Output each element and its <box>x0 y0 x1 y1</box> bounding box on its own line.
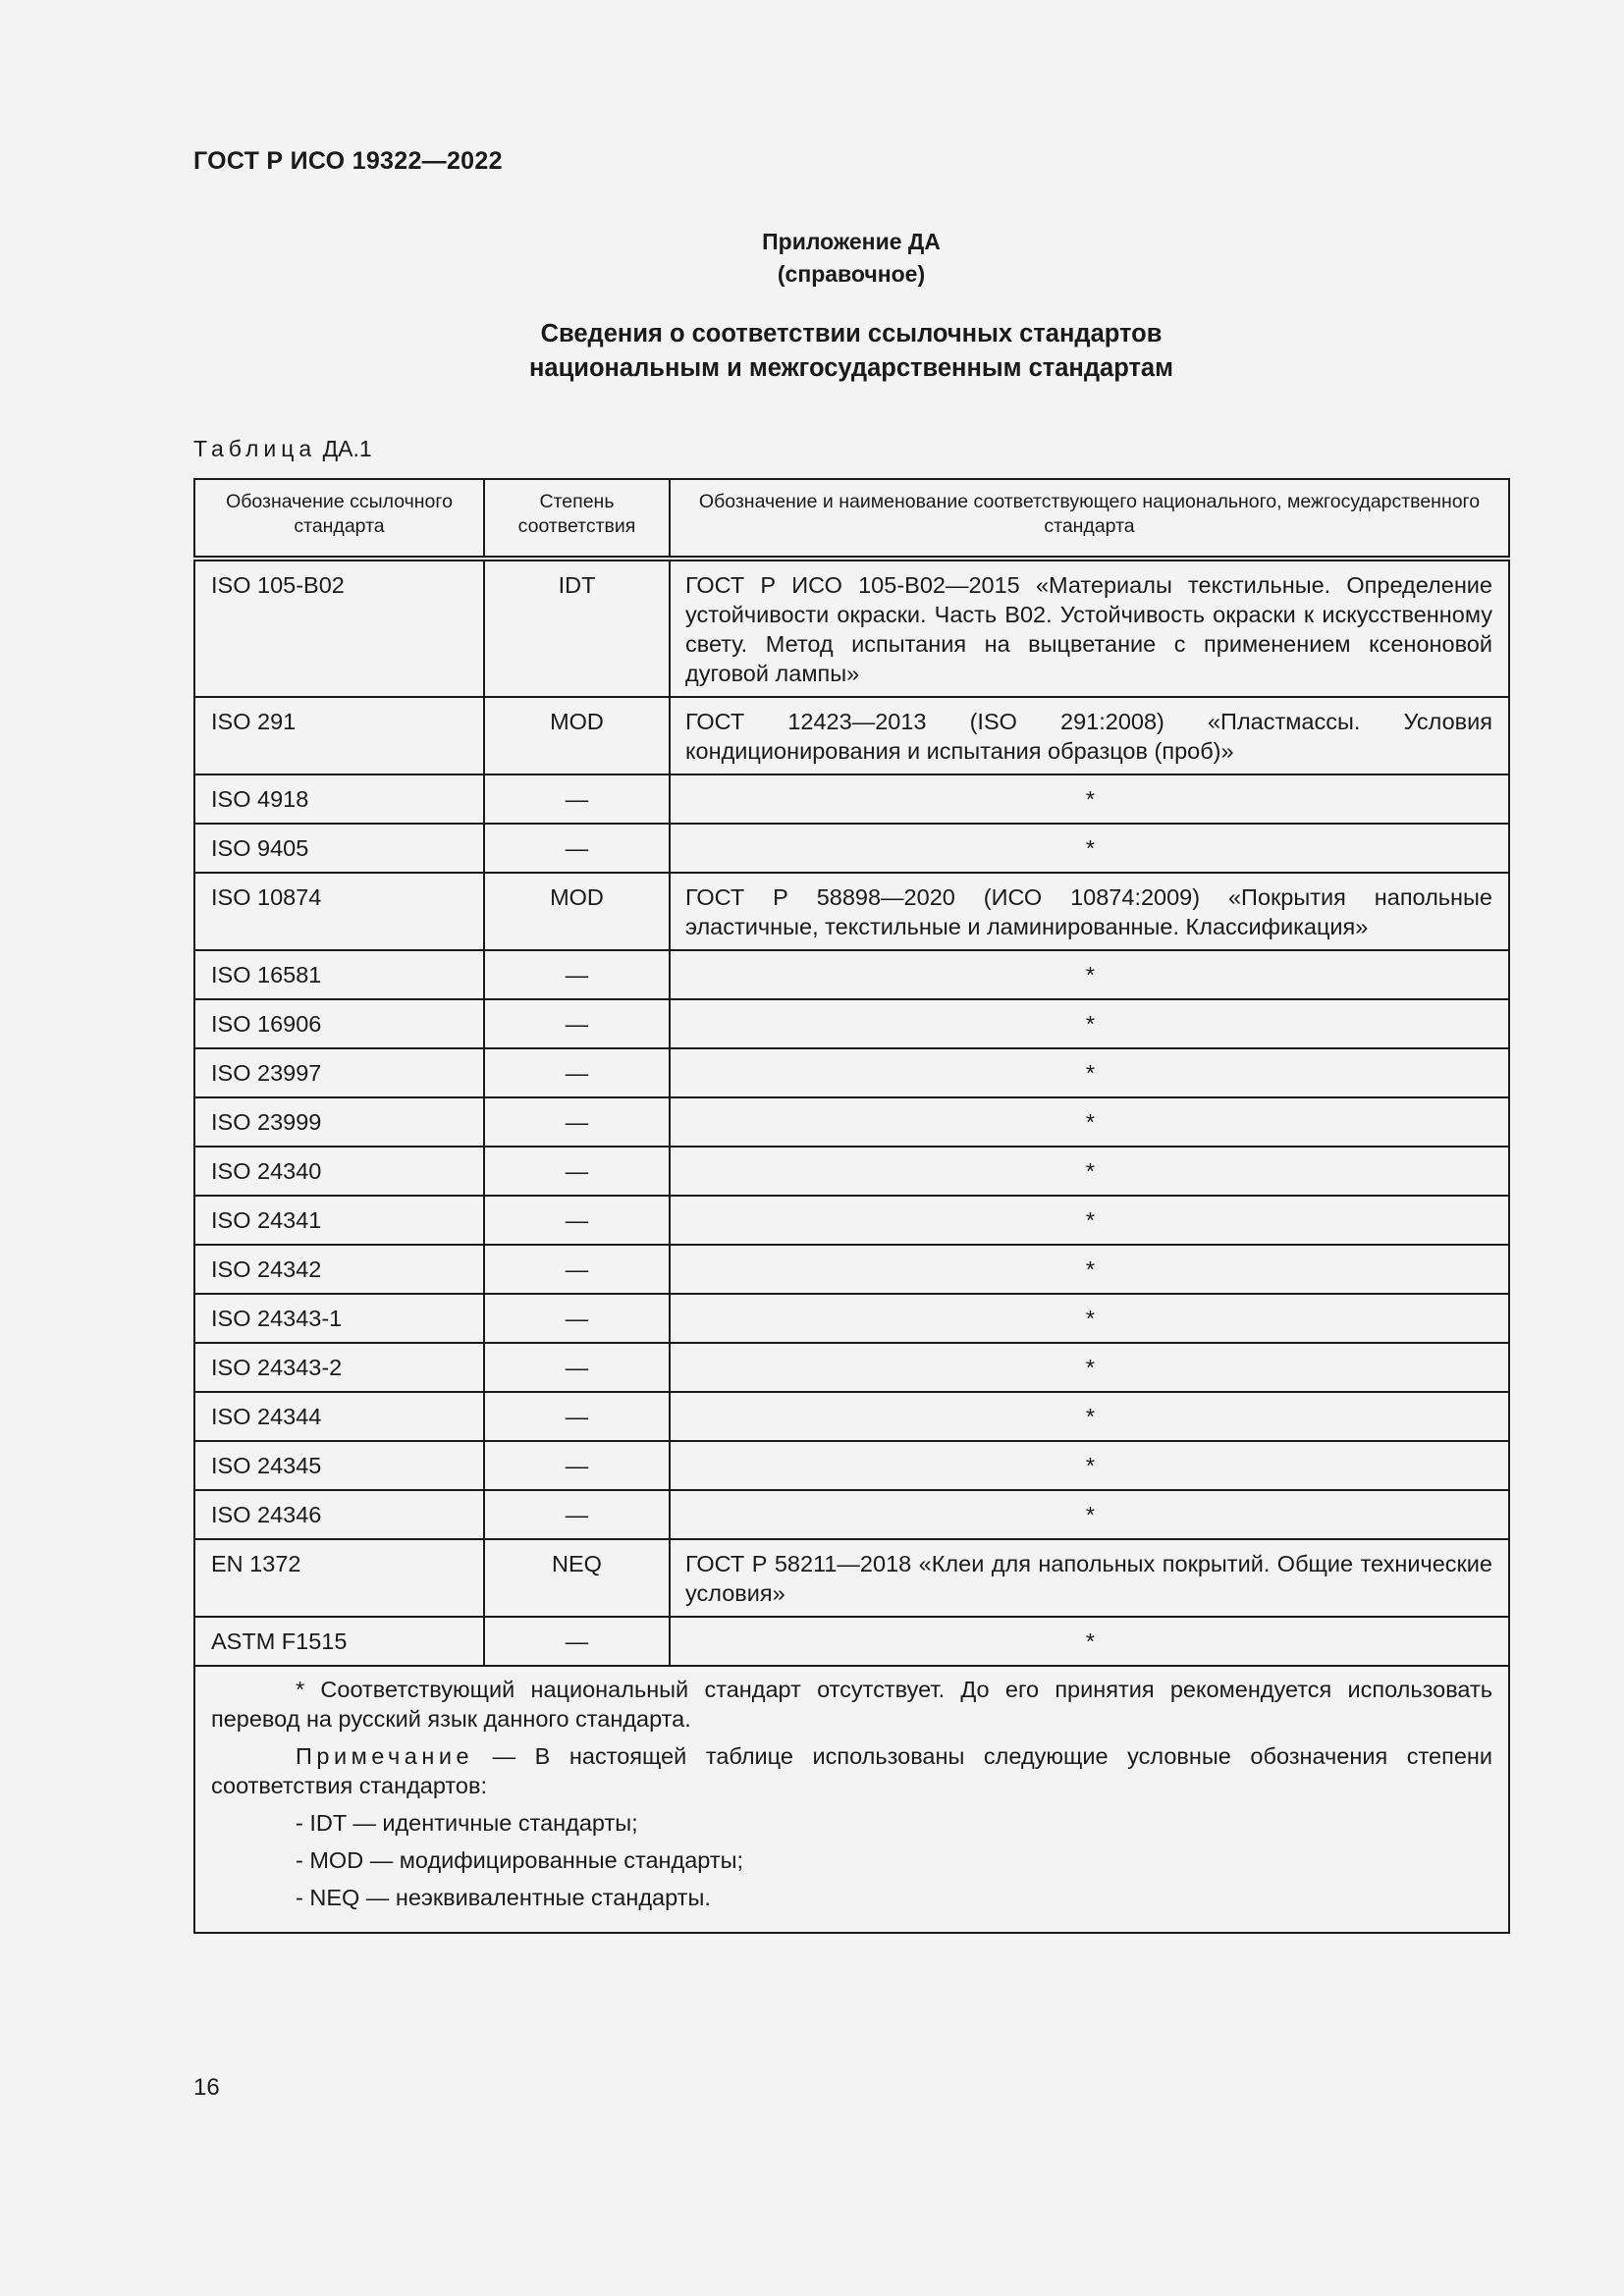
degree-cell: — <box>484 774 670 824</box>
column-header-degree: Степень соответствия <box>484 479 670 559</box>
table-row <box>194 697 1509 774</box>
degree-cell: MOD <box>484 873 670 950</box>
national-standard-cell: ГОСТ 12423—2013 (ISO 291:2008) «Пластмассы. Условия кондиционирования и испытания образцов (проб)» <box>670 697 1509 774</box>
table-row <box>194 999 1509 1048</box>
national-standard-cell: * <box>670 1196 1509 1245</box>
reference-cell: ISO 24345 <box>194 1441 484 1490</box>
reference-cell: ISO 105-B02 <box>194 559 484 697</box>
degree-cell: — <box>484 1245 670 1294</box>
table-notes <box>194 1666 1509 1933</box>
reference-cell: ISO 291 <box>194 697 484 774</box>
national-standard-cell: ГОСТ Р 58898—2020 (ИСО 10874:2009) «Покрытия напольные эластичные, текстильные и ламинированные. Классификация» <box>670 873 1509 950</box>
reference-cell: ISO 4918 <box>194 774 484 824</box>
table-caption-number: ДА.1 <box>322 436 372 461</box>
national-standard-cell: * <box>670 1441 1509 1490</box>
national-standard-cell: * <box>670 950 1509 999</box>
appendix-title: Приложение ДА <box>762 229 941 254</box>
column-header-reference: Обозначение ссылочного стандарта <box>194 479 484 559</box>
reference-cell: ASTM F1515 <box>194 1617 484 1666</box>
document-id-header: ГОСТ Р ИСО 19322—2022 <box>193 147 503 175</box>
legend-item-idt: - IDT — идентичные стандарты; <box>296 1810 638 1836</box>
section-title <box>0 317 1624 386</box>
degree-cell: — <box>484 1097 670 1147</box>
national-standard-cell: * <box>670 1048 1509 1097</box>
section-title-line1: Сведения о соответствии ссылочных стандартов <box>540 320 1163 347</box>
national-standard-cell: * <box>670 1245 1509 1294</box>
standards-correspondence-table <box>193 478 1510 1934</box>
table-footnote: * Соответствующий национальный стандарт отсутствует. До его принятия рекомендуется использовать перевод на русский язык данного стандарта. <box>211 1677 1492 1732</box>
degree-cell: — <box>484 1196 670 1245</box>
legend-item-neq: - NEQ — неэквивалентные стандарты. <box>296 1885 711 1910</box>
national-standard-cell: ГОСТ Р 58211—2018 «Клеи для напольных покрытий. Общие технические условия» <box>670 1539 1509 1617</box>
degree-cell: — <box>484 824 670 873</box>
table-note <box>211 1741 1492 1800</box>
degree-cell: — <box>484 1490 670 1539</box>
degree-cell: NEQ <box>484 1539 670 1617</box>
degree-cell: — <box>484 950 670 999</box>
table-row <box>194 559 1509 697</box>
table-row <box>194 1147 1509 1196</box>
national-standard-cell: * <box>670 824 1509 873</box>
degree-cell: — <box>484 1294 670 1343</box>
table-row <box>194 1048 1509 1097</box>
degree-cell: — <box>484 999 670 1048</box>
national-standard-cell: * <box>670 1294 1509 1343</box>
table-row <box>194 950 1509 999</box>
table-row <box>194 1441 1509 1490</box>
table-body <box>194 559 1509 1666</box>
reference-cell: ISO 24346 <box>194 1490 484 1539</box>
table-row <box>194 1343 1509 1392</box>
page-number: 16 <box>193 2074 220 2101</box>
note-text: — В настоящей таблице использованы следующие условные обозначения степени соответствия стандартов: <box>211 1743 1492 1798</box>
table-header-row <box>194 479 1509 559</box>
degree-cell: — <box>484 1392 670 1441</box>
appendix-heading <box>0 226 1624 291</box>
degree-cell: IDT <box>484 559 670 697</box>
note-label: Примечание <box>296 1743 474 1769</box>
table-row <box>194 873 1509 950</box>
table-row <box>194 1392 1509 1441</box>
reference-cell: ISO 24343-1 <box>194 1294 484 1343</box>
table-row <box>194 1539 1509 1617</box>
appendix-kind: (справочное) <box>777 261 926 287</box>
national-standard-cell: * <box>670 1490 1509 1539</box>
reference-cell: ISO 24343-2 <box>194 1343 484 1392</box>
reference-cell: ISO 24341 <box>194 1196 484 1245</box>
national-standard-cell: * <box>670 1392 1509 1441</box>
section-title-line2: национальным и межгосударственным стандартам <box>529 354 1173 382</box>
table-row <box>194 1294 1509 1343</box>
table-caption-word: Таблица <box>193 436 317 461</box>
reference-cell: ISO 24344 <box>194 1392 484 1441</box>
reference-cell: ISO 23997 <box>194 1048 484 1097</box>
reference-cell: ISO 16581 <box>194 950 484 999</box>
degree-cell: — <box>484 1441 670 1490</box>
degree-cell: — <box>484 1147 670 1196</box>
reference-cell: ISO 10874 <box>194 873 484 950</box>
column-header-national: Обозначение и наименование соответствующего национального, межгосударственного стандарта <box>670 479 1509 559</box>
national-standard-cell: ГОСТ Р ИСО 105-В02—2015 «Материалы текстильные. Определение устойчивости окраски. Часть В02. Устойчивость окраски к искусственному свету. Метод испытания на выцветание с применением ксеноновой дуговой лампы» <box>670 559 1509 697</box>
national-standard-cell: * <box>670 1147 1509 1196</box>
table-caption <box>193 436 372 462</box>
national-standard-cell: * <box>670 999 1509 1048</box>
table-row <box>194 1490 1509 1539</box>
table-row <box>194 1097 1509 1147</box>
reference-cell: ISO 24342 <box>194 1245 484 1294</box>
reference-cell: EN 1372 <box>194 1539 484 1617</box>
national-standard-cell: * <box>670 1617 1509 1666</box>
reference-cell: ISO 9405 <box>194 824 484 873</box>
degree-cell: — <box>484 1617 670 1666</box>
legend-item-mod: - MOD — модифицированные стандарты; <box>296 1847 744 1873</box>
degree-cell: — <box>484 1343 670 1392</box>
degree-cell: MOD <box>484 697 670 774</box>
table-row <box>194 1196 1509 1245</box>
reference-cell: ISO 16906 <box>194 999 484 1048</box>
table-row <box>194 1245 1509 1294</box>
national-standard-cell: * <box>670 1343 1509 1392</box>
table-row <box>194 1617 1509 1666</box>
table-notes-row <box>194 1666 1509 1933</box>
table-row <box>194 824 1509 873</box>
national-standard-cell: * <box>670 1097 1509 1147</box>
table-row <box>194 774 1509 824</box>
reference-cell: ISO 24340 <box>194 1147 484 1196</box>
national-standard-cell: * <box>670 774 1509 824</box>
reference-cell: ISO 23999 <box>194 1097 484 1147</box>
degree-cell: — <box>484 1048 670 1097</box>
